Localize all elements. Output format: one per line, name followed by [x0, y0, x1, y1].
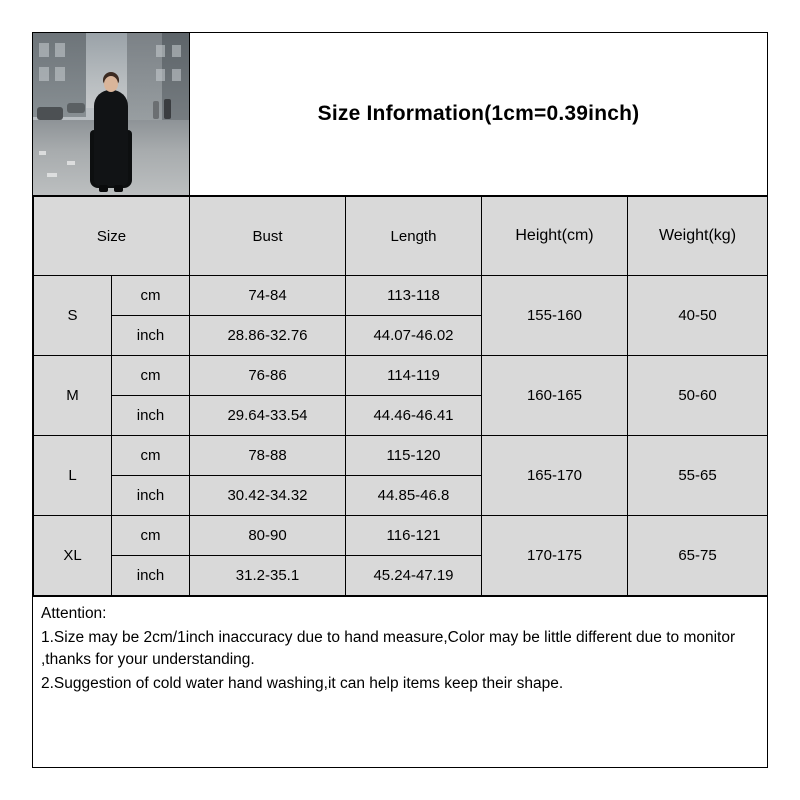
cell-length-inch: 44.07-46.02	[346, 316, 482, 356]
product-photo	[33, 33, 190, 195]
table-row	[34, 436, 768, 476]
attention-line-1: 1.Size may be 2cm/1inch inaccuracy due to hand measure,Color may be little different due to monitor ,thanks for your understanding.	[41, 629, 736, 668]
photo-pedestrian	[164, 99, 171, 119]
title-cell	[190, 33, 767, 195]
photo-car	[37, 107, 63, 120]
cell-size: L	[34, 436, 112, 516]
cell-unit-inch: inch	[112, 316, 190, 356]
cell-unit-inch: inch	[112, 476, 190, 516]
page-title: Size Information(1cm=0.39inch)	[317, 102, 640, 125]
photo-window	[55, 43, 65, 57]
size-table	[33, 196, 768, 596]
attention-block	[33, 596, 767, 767]
cell-length-inch: 44.46-46.41	[346, 396, 482, 436]
cell-unit-inch: inch	[112, 396, 190, 436]
photo-car	[67, 103, 85, 113]
cell-length-cm: 116-121	[346, 516, 482, 556]
photo-model-shoe-left	[99, 185, 108, 192]
cell-bust-cm: 74-84	[190, 276, 346, 316]
cell-length-cm: 114-119	[346, 356, 482, 396]
cell-unit-inch: inch	[112, 556, 190, 596]
photo-model-head	[104, 76, 118, 92]
column-header-height: Height(cm)	[482, 197, 628, 276]
header-row	[34, 197, 768, 276]
photo-window	[39, 67, 49, 81]
photo-window	[55, 67, 65, 81]
table-row	[34, 356, 768, 396]
cell-height: 155-160	[482, 276, 628, 356]
cell-length-inch: 45.24-47.19	[346, 556, 482, 596]
photo-window	[172, 69, 181, 81]
cell-weight: 65-75	[628, 516, 768, 596]
table-body	[34, 276, 768, 596]
cell-bust-cm: 78-88	[190, 436, 346, 476]
column-header-size: Size	[34, 197, 190, 276]
cell-length-cm: 115-120	[346, 436, 482, 476]
cell-length-inch: 44.85-46.8	[346, 476, 482, 516]
cell-size: S	[34, 276, 112, 356]
cell-size: XL	[34, 516, 112, 596]
cell-weight: 40-50	[628, 276, 768, 356]
photo-lane-mark	[47, 173, 57, 177]
cell-unit-cm: cm	[112, 436, 190, 476]
photo-model-shoe-right	[114, 185, 123, 192]
photo-window	[39, 43, 49, 57]
cell-height: 170-175	[482, 516, 628, 596]
photo-window	[156, 69, 165, 81]
photo-lane-mark	[67, 161, 75, 165]
column-header-weight: Weight(kg)	[628, 197, 768, 276]
photo-pedestrian	[153, 101, 159, 119]
photo-window	[172, 45, 181, 57]
attention-heading: Attention:	[41, 605, 107, 622]
cell-bust-cm: 80-90	[190, 516, 346, 556]
photo-lane-mark	[39, 151, 46, 155]
cell-bust-cm: 76-86	[190, 356, 346, 396]
cell-unit-cm: cm	[112, 276, 190, 316]
header-band	[33, 33, 767, 196]
table-header	[34, 197, 768, 276]
photo-model	[89, 72, 133, 192]
cell-bust-inch: 31.2-35.1	[190, 556, 346, 596]
cell-length-cm: 113-118	[346, 276, 482, 316]
cell-weight: 50-60	[628, 356, 768, 436]
cell-unit-cm: cm	[112, 516, 190, 556]
cell-height: 160-165	[482, 356, 628, 436]
attention-line-2: 2.Suggestion of cold water hand washing,it can help items keep their shape.	[41, 675, 564, 692]
cell-height: 165-170	[482, 436, 628, 516]
cell-bust-inch: 29.64-33.54	[190, 396, 346, 436]
column-header-length: Length	[346, 197, 482, 276]
cell-weight: 55-65	[628, 436, 768, 516]
table-row	[34, 516, 768, 556]
photo-model-coat-body	[94, 90, 128, 186]
cell-bust-inch: 28.86-32.76	[190, 316, 346, 356]
table-row	[34, 276, 768, 316]
cell-unit-cm: cm	[112, 356, 190, 396]
cell-bust-inch: 30.42-34.32	[190, 476, 346, 516]
cell-size: M	[34, 356, 112, 436]
photo-window	[156, 45, 165, 57]
column-header-bust: Bust	[190, 197, 346, 276]
size-chart-sheet	[32, 32, 768, 768]
